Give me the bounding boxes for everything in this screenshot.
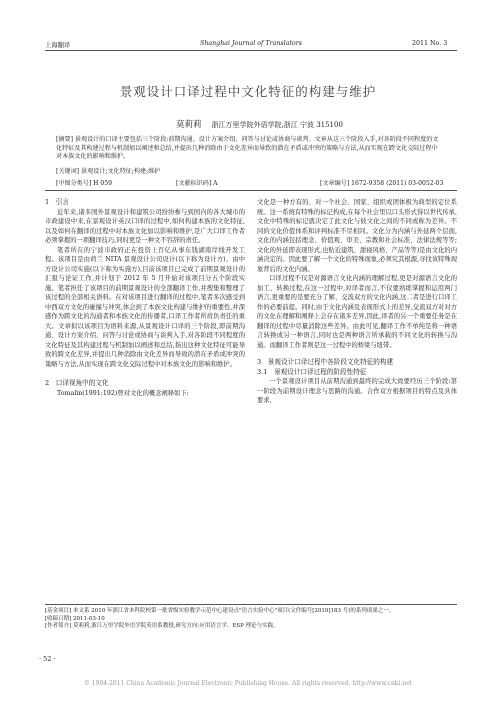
received-date: [收稿日期] 2011-03-10 [45, 615, 105, 622]
article-number: [文章编号] 1672-9358 (2011) 03-0052-03 [320, 180, 444, 187]
section-3-1-heading: 3.1 景观设计口译过程的阶段性特征 [257, 367, 367, 376]
article-title: 景观设计口译过程中文化特征的构建与维护 [119, 84, 377, 99]
running-header-issue: 2011 No. 3 [412, 40, 448, 47]
keywords: [关键词] 景观设计;文化特征;构建;维护 [56, 168, 161, 175]
author-bio: [作者简介] 莫莉莉,浙江万里学院外语学院英语系教授,研究方向:应用语言学、ESP 理论与实践。 [45, 623, 279, 630]
section-2-heading: 2 口译视角中的文化 [45, 379, 109, 387]
header-rule [45, 50, 457, 51]
author-line [176, 118, 343, 130]
paragraph: 近年来,诸多国外景观设计和建筑公司纷纷参与到国内的各大城市的市政建设中来,在景观设计英汉口译的过程中,如何构建本族的文化特征,以及如何在翻译的过程中对本族文化加以影响和维护,是广大口译工作者必须掌握的一项翻译技巧,同时更是一种文不容辞的责任。 [45, 208, 245, 244]
paragraph: 一个景观设计项目从前期沟通到最终的完成大致要经历三个阶段:第一阶段为前期设计理念与思路的沟通。合作双方根据项目的特点及具体要求, [257, 378, 457, 404]
author-affiliation: 浙江万里学院外语学院,浙江 宁波 315100 [211, 121, 343, 129]
copyright-footer: © 1994-2011 China Academic Journal Electronic Publishing House. All rights reserved. http://www.cnki.net [83, 680, 413, 687]
paragraph: Tomalin(1991:192)曾对文化的概念阐释如下: [57, 389, 189, 397]
paragraph: 笔者所在的宁波市政府正在投资上百亿从事东钱湖南岸线开发工程。该项目是由荷兰 NITA 景观设计公司设计(以下称为设计方)、由中方设计公司实施(以下称为实施方),目前该项目已完成了前期景观设计的汇报与论证工作,并计划于 2012 年 5 月开始对该项目分五个阶段实施。笔者担任了该项目的前期景观设计的全部翻译工作,并搜集和整理了该过程的全部相关语料。在对该项目进行翻译的过程中,笔者多次感受到中西双方文化的碰撞与冲突,体会到了本族文化构建与维护的重要性,并深感作为跨文化的沟通者和本族文化的传播者,口译工作者所肩负责任的重大。文章拟以该项目为语料来源,从景观设计口译的三个阶段,即前期沟通、设计方案介绍、问答与讨论或协商与谈判入手,对各阶段不同程度的文化特征及其构建过程与机制加以阐述和总结,指出这种文化特征可能导致的跨文化差异,并提出几种消除由文化差异而导致的潜在矛盾或冲突的策略与方法,从而实现在跨文化交际过程中对本族文化的影响和维护。 [45, 246, 245, 368]
paragraph: 口译过程不仅是对源语言文化内涵的理解过程,更是对源语言文化的加工、转换过程,在这一过程中,对译者而言,不仅要熟练掌握和运用两门语言,更重要的是要充分了解、交流双方的文化内涵,这二者是进行口译工作的必要前提。同时,由于文化内涵及表现形式上的差异,交流双方对对方的文化在理解和阐释上会存在诸多差异,因此,译者的另一个重要任务是在翻译的过程中尽量消除这些差异。由此可见,翻译工作不单纯是将一种语言转换成另一种语言,同时也是两种语言所承载的不同文化的转换与沟通。而翻译工作者则是这一过程中的桥梁与纽带。 [257, 275, 457, 349]
author-name: 莫莉莉 [176, 120, 202, 130]
section-1-heading: 1 引言 [45, 198, 69, 206]
footnote [45, 608, 457, 631]
fund-note: [基金项目] 本文系 2010 年浙江省本科院校第一批省级实验教学示范中心建设点"语言实验中心"项目(文件编号[2010]183 号)的系列成果之一。 [45, 608, 395, 614]
footnote-rule [45, 604, 457, 605]
page-number: · 52 · [39, 655, 56, 663]
abstract: [摘要] 景观设计的口译主要包括三个阶段:前期沟通、设计方案介绍、问答与讨论或协商与谈判。文章从这三个阶段入手,对各阶段不同程度的文化特征及其构建过程与机制加以阐述和总结,并提出几种消除由于文化差异而导致的潜在矛盾或冲突的策略与方法,从而实现在跨文化交际过程中对本族文化的影响和维护。 [56, 136, 439, 161]
abstract-rule [45, 190, 457, 191]
clc-number: [中图分类号] H 059 [56, 180, 113, 187]
running-header-journal-en: Shanghai Journal of Translators [200, 40, 302, 47]
document-code: [文献标识码] A [176, 180, 218, 187]
left-column [45, 198, 245, 398]
section-3-heading: 3 景观设计口译过程中各阶段文化特征的构建 [257, 358, 394, 366]
paragraph: 文化是一种方有的、对一个社会、国家、组织或团体极为典型的定位系统。这一系统有特殊的标记构成,在每个社会里以口头形式得以世代传承,文化中特殊的标记就决定了此文化与彼文化之间的不同或称为差异。不同的文化价值体系和评判标准不尽相同。文化分为内涵与外延两个层面,文化的内涵包括理念、价值观、审美、宗教和社会标准、法律法规等等;文化的外延即表现形式,也贴近建筑、甜寝风格、产品等等)是由文化的内涵决定的。因此要了解一个文化的特殊现象,必须究其根源,寻找该特殊现象背后的文化内涵。 [257, 199, 457, 273]
running-header-journal-cn: 上海翻译 [45, 42, 71, 49]
right-column [257, 198, 457, 406]
